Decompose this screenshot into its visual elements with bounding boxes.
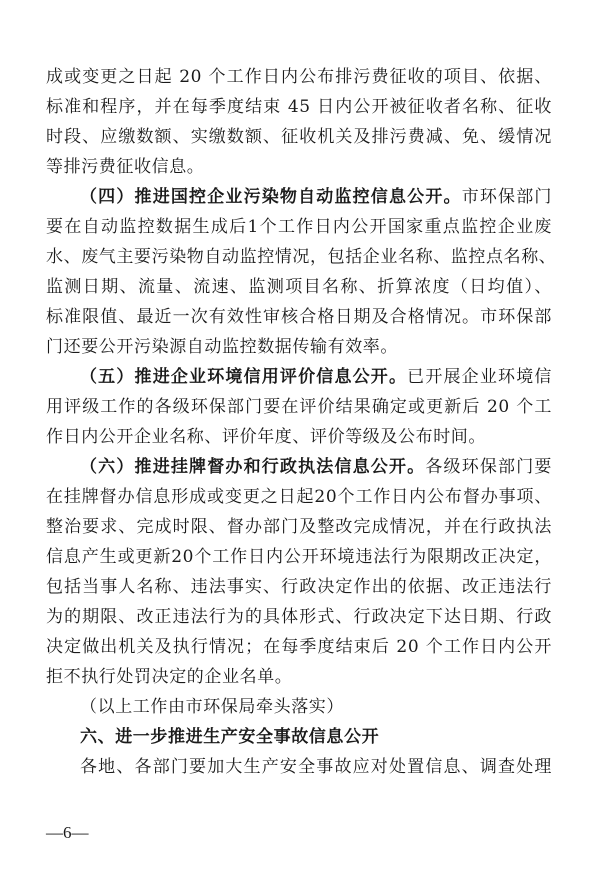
text-line: 为的期限、改正违法行为的具体形式、行政决定下达日期、行政: [46, 607, 552, 627]
text-line: 等排污费征收信息。: [46, 157, 205, 177]
paragraph-title: （四）推进国控企业污染物自动监控信息公开。: [80, 187, 462, 207]
text-line: 门还要公开污染源自动监控数据传输有效率。: [46, 337, 398, 357]
paragraph-first-line: [46, 452, 552, 482]
text-line: 决定做出机关及执行情况；在每季度结束后 20 个工作日内公开: [46, 637, 552, 657]
responsibility-note: （以上工作由市环保局牵头落实）: [80, 697, 344, 717]
text-line: 在挂牌督办信息形成或变更之日起20个工作日内公布督办事项、: [46, 487, 552, 507]
paragraph-first-line: [46, 182, 552, 212]
document-body: [46, 62, 557, 782]
paragraph-title: （六）推进挂牌督办和行政执法信息公开。: [80, 457, 426, 477]
text-line: 信息产生或更新20个工作日内公开环境违法行为限期改正决定，: [46, 547, 552, 567]
paragraph: [46, 62, 552, 182]
text-line: 用评级工作的各级环保部门要在评价结果确定或更新后 20 个工: [46, 397, 552, 417]
text-line: 监测日期、流量、流速、监测项目名称、折算浓度（日均值）、: [46, 277, 552, 297]
paragraph: [46, 182, 557, 362]
text-line: 水、废气主要污染物自动监控情况，包括企业名称、监控点名称、: [46, 247, 557, 267]
text-line: 标准限值、最近一次有效性审核合格日期及合格情况。市环保部: [46, 307, 552, 327]
text-line: 拒不执行处罚决定的企业名单。: [46, 667, 293, 687]
text-line: 包括当事人名称、违法事实、行政决定作出的依据、改正违法行: [46, 577, 552, 597]
paragraph-lead-text: 各级环保部门要: [425, 457, 552, 477]
section-heading: 六、进一步推进生产安全事故信息公开: [80, 727, 380, 747]
text-line: 要在自动监控数据生成后1个工作日内公开国家重点监控企业废: [46, 217, 552, 237]
text-line: 标准和程序，并在每季度结束 45 日内公开被征收者名称、征收: [46, 97, 552, 117]
text-line: 成或变更之日起 20 个工作日内公布排污费征收的项目、依据、: [46, 67, 552, 87]
paragraph-first-line: [46, 362, 552, 392]
text-line: 各地、各部门要加大生产安全事故应对处置信息、调查处理: [80, 757, 552, 777]
paragraph: [46, 452, 552, 692]
paragraph-title: （五）推进企业环境信用评价信息公开。: [80, 367, 408, 387]
text-line: 作日内公开企业名称、评价年度、评价等级及公布时间。: [46, 427, 486, 447]
paragraph-lead-text: 市环保部门: [461, 187, 552, 207]
page-number: —6—: [46, 823, 89, 842]
text-line: 整治要求、完成时限、督办部门及整改完成情况，并在行政执法: [46, 517, 552, 537]
text-line: 时段、应缴数额、实缴数额、征收机关及排污费减、免、缓情况: [46, 127, 552, 147]
paragraph: [46, 362, 552, 452]
paragraph-lead-text: 已开展企业环境信: [407, 367, 552, 387]
